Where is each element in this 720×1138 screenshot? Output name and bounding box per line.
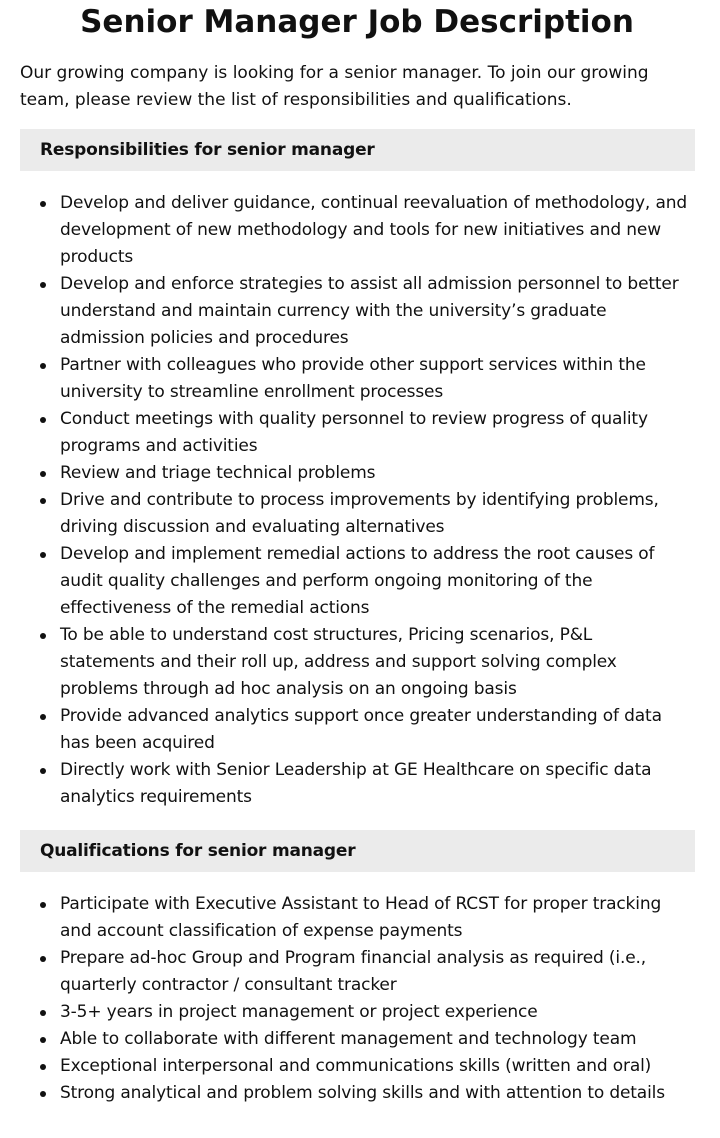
list-item-text: Strong analytical and problem solving skills and with attention to details [60, 1083, 665, 1103]
list-item-text: Develop and implement remedial actions to address the root causes of audit quality challenges and perform ongoing monitoring of the effectiveness of the remedial actions [60, 544, 655, 618]
list-item [60, 1080, 692, 1107]
list-item [60, 352, 692, 406]
list-item [60, 945, 692, 999]
bullet-icon [40, 902, 46, 908]
bullet-icon [40, 633, 46, 639]
list-item-text: Conduct meetings with quality personnel to review progress of quality programs and activities [60, 409, 648, 456]
bullet-icon [40, 768, 46, 774]
bullet-icon [40, 714, 46, 720]
list-item [60, 406, 692, 460]
bullet-icon [40, 417, 46, 423]
list-item [60, 190, 692, 271]
responsibilities-list [20, 190, 692, 811]
list-item-text: Develop and deliver guidance, continual reevaluation of methodology, and development of new methodology and tools for new initiatives and new products [60, 193, 687, 267]
bullet-icon [40, 498, 46, 504]
bullet-icon [40, 201, 46, 207]
list-item [60, 622, 692, 703]
responsibilities-heading: Responsibilities for senior manager [20, 129, 695, 171]
intro-paragraph: Our growing company is looking for a senior manager. To join our growing team, please review the list of responsibilities and qualifications. [20, 63, 649, 110]
bullet-icon [40, 1091, 46, 1097]
bullet-icon [40, 471, 46, 477]
bullet-icon [40, 1064, 46, 1070]
list-item [60, 703, 692, 757]
qualifications-list [20, 891, 692, 1107]
list-item-text: Develop and enforce strategies to assist all admission personnel to better understand and maintain currency with the university’s graduate admission policies and procedures [60, 274, 679, 348]
qualifications-heading: Qualifications for senior manager [20, 830, 695, 872]
list-item-text: Prepare ad-hoc Group and Program financial analysis as required (i.e., quarterly contractor / consultant tracker [60, 948, 647, 995]
bullet-icon [40, 363, 46, 369]
bullet-icon [40, 552, 46, 558]
list-item [60, 460, 692, 487]
list-item-text: Partner with colleagues who provide other support services within the university to streamline enrollment processes [60, 355, 646, 402]
list-item-text: Participate with Executive Assistant to Head of RCST for proper tracking and account classification of expense payments [60, 894, 662, 941]
list-item [60, 757, 692, 811]
list-item [60, 891, 692, 945]
list-item-text: Provide advanced analytics support once greater understanding of data has been acquired [60, 706, 662, 753]
list-item-text: Exceptional interpersonal and communications skills (written and oral) [60, 1056, 652, 1076]
list-item-text: 3-5+ years in project management or project experience [60, 1002, 538, 1022]
list-item-text: To be able to understand cost structures, Pricing scenarios, P&L statements and their roll up, address and support solving complex problems through ad hoc analysis on an ongoing basis [60, 625, 617, 699]
list-item [60, 1026, 692, 1053]
bullet-icon [40, 1010, 46, 1016]
list-item [60, 1053, 692, 1080]
bullet-icon [40, 282, 46, 288]
bullet-icon [40, 1037, 46, 1043]
list-item-text: Review and triage technical problems [60, 463, 376, 483]
list-item [60, 541, 692, 622]
bullet-icon [40, 956, 46, 962]
list-item-text: Directly work with Senior Leadership at GE Healthcare on specific data analytics requirements [60, 760, 652, 807]
list-item [60, 271, 692, 352]
list-item-text: Drive and contribute to process improvements by identifying problems, driving discussion and evaluating alternatives [60, 490, 659, 537]
page-title: Senior Manager Job Description [80, 4, 634, 40]
list-item-text: Able to collaborate with different management and technology team [60, 1029, 637, 1049]
list-item [60, 999, 692, 1026]
list-item [60, 487, 692, 541]
